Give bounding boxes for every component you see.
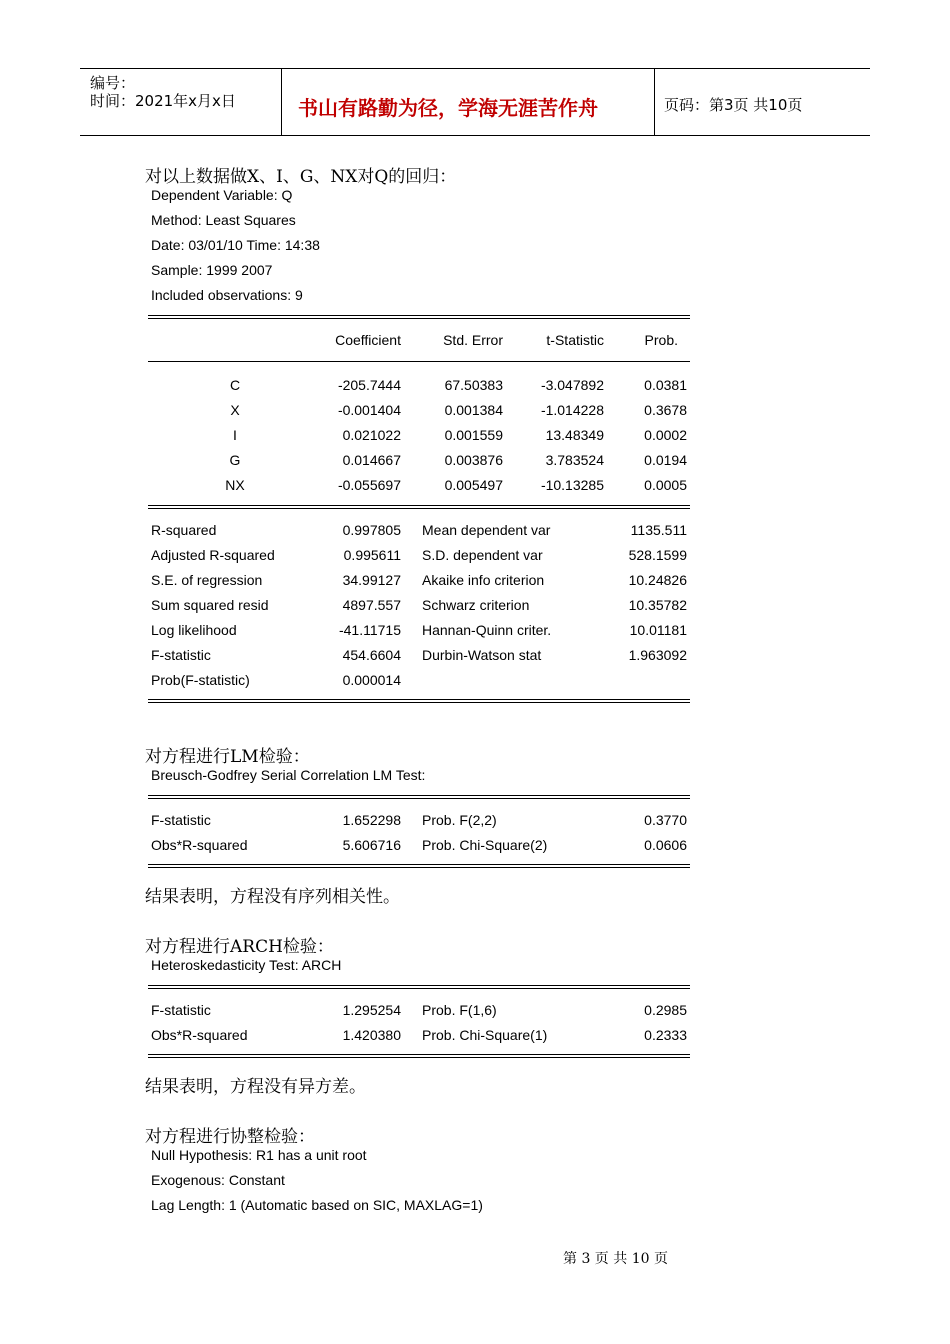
stat-value: 0.3770	[644, 812, 687, 828]
stat-value: -41.11715	[338, 622, 401, 638]
coint-heading: 对方程进行协整检验：	[145, 1127, 315, 1147]
stat-value: 1.963092	[628, 647, 687, 663]
t-cell: -1.014228	[540, 402, 604, 418]
stat-label: F-statistic	[151, 1002, 211, 1018]
se-cell: 0.001559	[444, 427, 503, 443]
stat-value: 4897.557	[342, 597, 401, 613]
stat-value: 5.606716	[342, 837, 401, 853]
stat-label: Obs*R-squared	[151, 1027, 248, 1043]
stat-label: Prob(F-statistic)	[151, 672, 250, 688]
column-header: Coefficient	[335, 332, 401, 348]
stat-label: Durbin-Watson stat	[422, 647, 542, 663]
page-label: 页码：第3页 共10页	[664, 96, 803, 114]
stat-label: Prob. Chi-Square(1)	[422, 1027, 548, 1043]
stat-label: Prob. F(1,6)	[422, 1002, 497, 1018]
coint-info-line: Null Hypothesis: R1 has a unit root	[151, 1147, 367, 1163]
var-name: X	[230, 402, 240, 418]
t-cell: -10.13285	[540, 477, 604, 493]
arch-title: Heteroskedasticity Test: ARCH	[151, 957, 342, 973]
stat-label: Obs*R-squared	[151, 837, 248, 853]
var-name: NX	[225, 477, 245, 493]
table-rule	[148, 1054, 690, 1058]
stat-label: Mean dependent var	[422, 522, 551, 538]
coint-info-line: Exogenous: Constant	[151, 1172, 285, 1188]
stat-label: Prob. F(2,2)	[422, 812, 497, 828]
table-rule	[148, 361, 690, 362]
t-cell: 13.48349	[545, 427, 604, 443]
stat-value: 0.2333	[644, 1027, 687, 1043]
stat-value: 0.0606	[644, 837, 687, 853]
stat-value: 454.6604	[342, 647, 401, 663]
stat-value: 1135.511	[630, 522, 687, 538]
stat-label: R-squared	[151, 522, 217, 538]
se-cell: 0.001384	[444, 402, 503, 418]
coef-cell: -0.055697	[337, 477, 401, 493]
stat-label: Hannan-Quinn criter.	[422, 622, 552, 638]
coef-cell: 0.021022	[342, 427, 401, 443]
table-rule	[148, 864, 690, 868]
p-cell: 0.0194	[644, 452, 687, 468]
lm-title: Breusch-Godfrey Serial Correlation LM Test:	[151, 767, 426, 783]
se-cell: 0.005497	[444, 477, 503, 493]
var-name: C	[229, 377, 241, 393]
stat-label: Sum squared resid	[151, 597, 269, 613]
regression-intro: 对以上数据做X、I、G、NX对Q的回归：	[145, 167, 457, 187]
stat-value: 1.420380	[342, 1027, 401, 1043]
lm-heading: 对方程进行LM检验：	[145, 747, 310, 767]
stat-label: Akaike info criterion	[422, 572, 545, 588]
se-cell: 67.50383	[444, 377, 503, 393]
stat-value: 1.652298	[342, 812, 401, 828]
stat-value: 34.99127	[342, 572, 401, 588]
stat-label: Adjusted R-squared	[151, 547, 275, 563]
table-rule	[148, 315, 690, 319]
stat-label: S.D. dependent var	[422, 547, 543, 563]
header-top-rule	[80, 68, 870, 69]
stat-label: Prob. Chi-Square(2)	[422, 837, 548, 853]
info-line: Included observations: 9	[151, 287, 303, 303]
header-divider	[281, 68, 282, 136]
coef-cell: -205.7444	[337, 377, 401, 393]
var-name: G	[229, 452, 241, 468]
header-divider	[654, 68, 655, 136]
stat-label: F-statistic	[151, 812, 211, 828]
arch-conclusion: 结果表明，方程没有异方差。	[145, 1077, 366, 1097]
table-rule	[148, 505, 690, 509]
stat-label: F-statistic	[151, 647, 211, 663]
table-rule	[148, 699, 690, 703]
table-rule	[148, 795, 690, 799]
header-bottom-rule	[80, 135, 870, 136]
t-cell: 3.783524	[545, 452, 604, 468]
arch-heading: 对方程进行ARCH检验：	[145, 937, 334, 957]
t-cell: -3.047892	[540, 377, 604, 393]
stat-value: 10.01181	[629, 622, 687, 638]
se-cell: 0.003876	[444, 452, 503, 468]
column-header: t-Statistic	[546, 332, 604, 348]
info-line: Method: Least Squares	[151, 212, 296, 228]
time-label: 时间：2021年x月x日	[90, 92, 236, 110]
coef-cell: -0.001404	[337, 402, 401, 418]
stat-value: 0.995611	[343, 547, 401, 563]
lm-conclusion: 结果表明，方程没有序列相关性。	[145, 887, 400, 907]
column-header: Prob.	[644, 332, 678, 348]
stat-value: 0.997805	[342, 522, 401, 538]
stat-label: S.E. of regression	[151, 572, 263, 588]
stat-value: 10.35782	[628, 597, 687, 613]
table-rule	[148, 985, 690, 989]
page-footer: 第 3 页 共 10 页	[563, 1251, 668, 1267]
code-label: 编号：	[90, 74, 136, 92]
stat-label: Schwarz criterion	[422, 597, 530, 613]
p-cell: 0.3678	[644, 402, 687, 418]
info-line: Sample: 1999 2007	[151, 262, 273, 278]
stat-value: 0.2985	[644, 1002, 687, 1018]
stat-value: 528.1599	[628, 547, 687, 563]
stat-value: 1.295254	[342, 1002, 401, 1018]
p-cell: 0.0002	[644, 427, 687, 443]
info-line: Date: 03/01/10 Time: 14:38	[151, 237, 320, 253]
p-cell: 0.0005	[644, 477, 687, 493]
p-cell: 0.0381	[644, 377, 687, 393]
motto: 书山有路勤为径，学海无涯苦作舟	[298, 96, 598, 120]
info-line: Dependent Variable: Q	[151, 187, 293, 203]
stat-value: 0.000014	[342, 672, 401, 688]
coint-info-line: Lag Length: 1 (Automatic based on SIC, MAXLAG=1)	[151, 1197, 483, 1213]
column-header: Std. Error	[443, 332, 503, 348]
stat-value: 10.24826	[628, 572, 687, 588]
coef-cell: 0.014667	[342, 452, 401, 468]
var-name: I	[233, 427, 237, 443]
stat-label: Log likelihood	[151, 622, 237, 638]
